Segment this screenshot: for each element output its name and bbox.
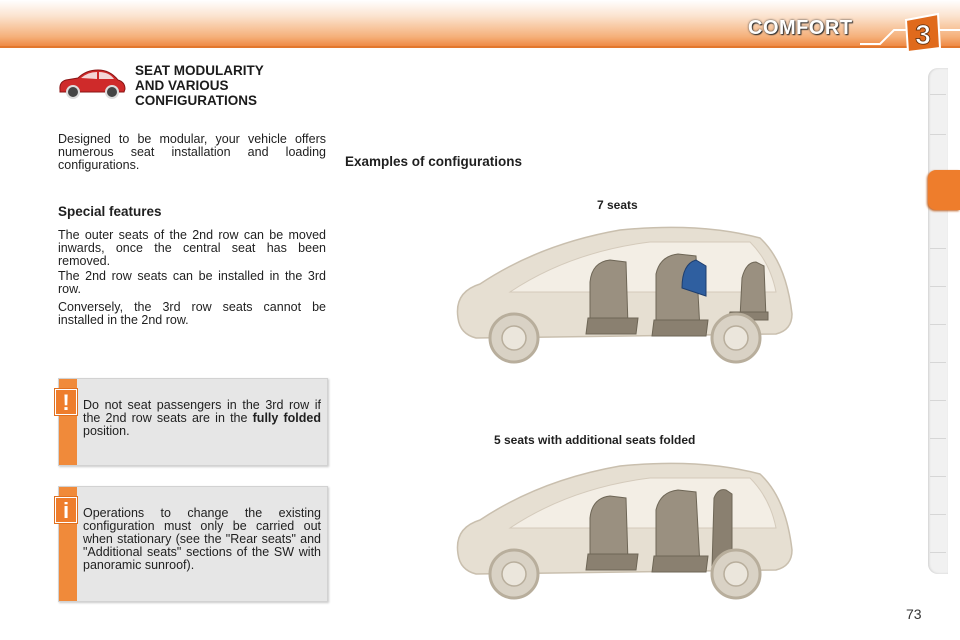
section-title-line: SEAT MODULARITY	[135, 63, 264, 78]
chapter-tabs	[928, 68, 960, 574]
info-icon: i	[55, 497, 77, 523]
tab-divider	[930, 94, 946, 95]
feature-paragraph: The 2nd row seats can be installed in the 3rd row.	[58, 269, 326, 296]
tab-comfort-active[interactable]	[928, 170, 960, 210]
tab-divider	[930, 134, 946, 135]
section-title-line: AND VARIOUS	[135, 78, 229, 93]
section-title-line: CONFIGURATIONS	[135, 93, 257, 108]
chapter-number: 3	[915, 19, 931, 50]
examples-heading: Examples of configurations	[345, 154, 523, 169]
tab-divider	[930, 400, 946, 401]
tab-divider	[930, 514, 946, 515]
figure-caption-7-seats: 7 seats	[597, 198, 638, 212]
figure-caption-5-seats: 5 seats with additional seats folded	[494, 433, 696, 447]
car-icon	[56, 66, 128, 100]
tab-divider	[930, 324, 946, 325]
feature-paragraph: Conversely, the 3rd row seats cannot be installed in the 2nd row.	[58, 300, 326, 327]
warning-note-text: Do not seat passengers in the 3rd row if the 2nd row seats are in the fully folded position.	[83, 398, 322, 438]
warning-note	[58, 378, 328, 466]
section-title	[135, 63, 335, 108]
tab-divider	[930, 362, 946, 363]
tab-divider	[930, 438, 946, 439]
page-number: 73	[906, 606, 922, 622]
tab-divider	[930, 248, 946, 249]
tab-divider	[930, 476, 946, 477]
feature-paragraph: The outer seats of the 2nd row can be moved inwards, once the central seat has been removed.	[58, 228, 326, 268]
tab-divider	[930, 552, 946, 553]
tab-divider	[930, 286, 946, 287]
chapter-badge	[860, 4, 960, 56]
car-7-seats-illustration	[450, 222, 800, 372]
header-line	[0, 46, 960, 48]
intro-paragraph: Designed to be modular, your vehicle offers numerous seat installation and loading configurations.	[58, 132, 326, 172]
info-note-text: Operations to change the existing configuration must only be carried out when stationary (see the "Rear seats" and "Additional seats" sections of the SW with panoramic sunroof).	[83, 506, 321, 572]
exclamation-icon: !	[55, 389, 77, 415]
info-note	[58, 486, 328, 602]
tab-strip	[928, 68, 948, 574]
special-features-heading: Special features	[58, 204, 162, 219]
car-5-seats-illustration	[450, 458, 800, 608]
chapter-title: COMFORT	[748, 17, 853, 39]
